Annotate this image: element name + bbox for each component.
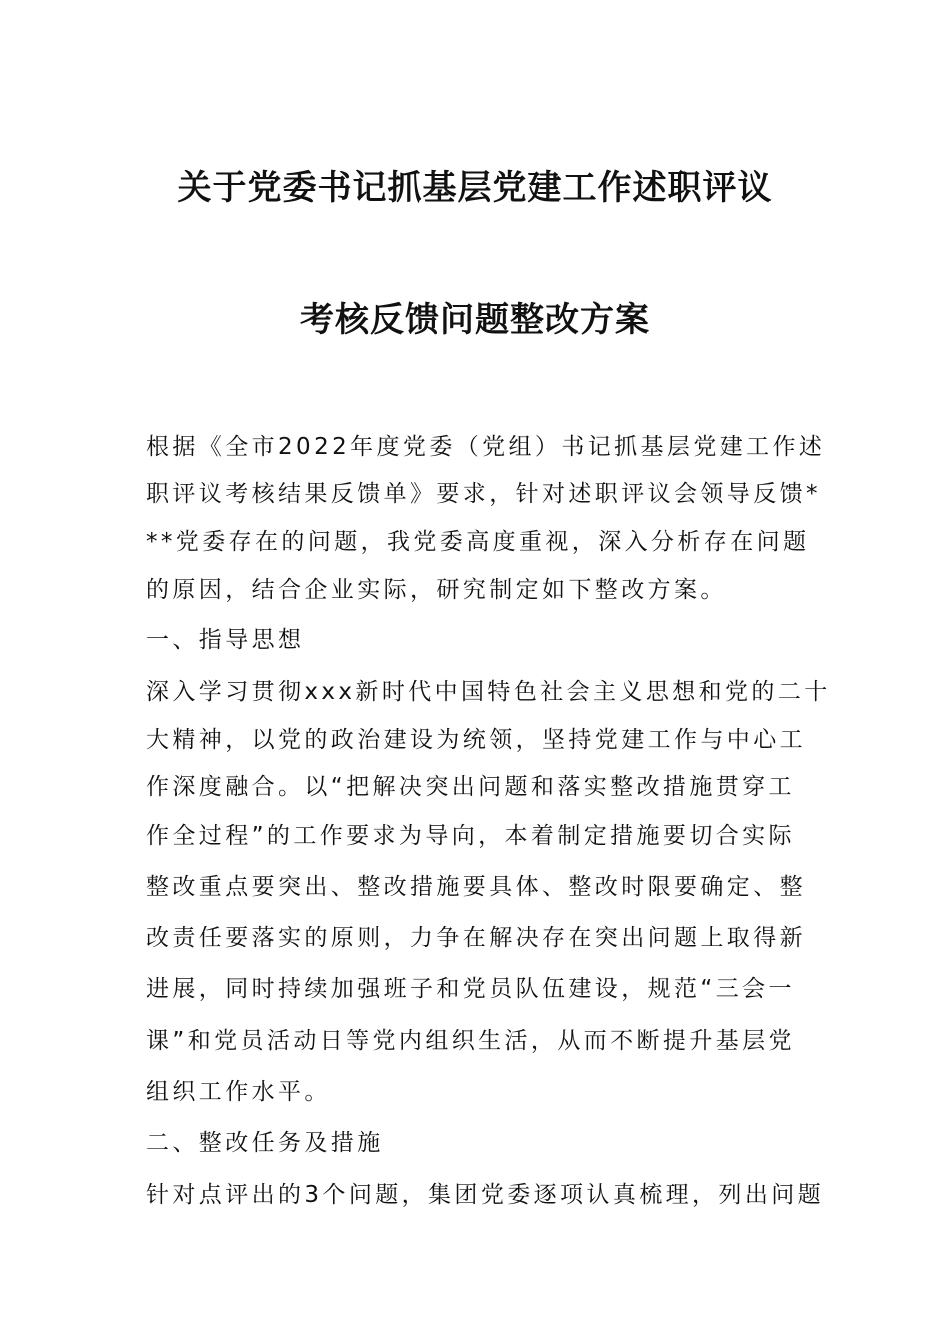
body-line: 作深度融合。以“把解决突出问题和落实整改措施贯穿工 (146, 774, 795, 800)
document-title-line-2: 考核反馈问题整改方案 (300, 300, 650, 340)
body-line: 根据《全市2022年度党委（党组）书记抓基层党建工作述 (146, 434, 826, 460)
body-line: 针对点评出的3个问题，集团党委逐项认真梳理，列出问题 (146, 1182, 825, 1208)
section-heading-rectification-tasks: 二、整改任务及措施 (146, 1130, 384, 1156)
body-line: 深入学习贯彻xxx新时代中国特色社会主义思想和党的二十 (146, 679, 831, 705)
section-heading-guiding-thought: 一、指导思想 (146, 627, 305, 653)
body-line: 组织工作水平。 (146, 1079, 331, 1105)
body-line: 职评议考核结果反馈单》要求，针对述职评议会领导反馈* (146, 481, 821, 507)
body-line: 的原因，结合企业实际，研究制定如下整改方案。 (146, 577, 727, 603)
document-title-line-1: 关于党委书记抓基层党建工作述职评议 (177, 168, 773, 208)
body-line: 进展，同时持续加强班子和党员队伍建设，规范“三会一 (146, 976, 795, 1002)
body-line: 改责任要落实的原则，力争在解决存在突出问题上取得新 (146, 925, 806, 951)
body-line: 整改重点要突出、整改措施要具体、整改时限要确定、整 (146, 874, 806, 900)
body-line: 课”和党员活动日等党内组织生活，从而不断提升基层党 (146, 1028, 795, 1054)
body-line: 作全过程”的工作要求为导向，本着制定措施要切合实际 (146, 823, 795, 849)
body-line: 大精神，以党的政治建设为统领，坚持党建工作与中心工 (146, 727, 806, 753)
body-line: **党委存在的问题，我党委高度重视，深入分析存在问题 (146, 529, 810, 555)
